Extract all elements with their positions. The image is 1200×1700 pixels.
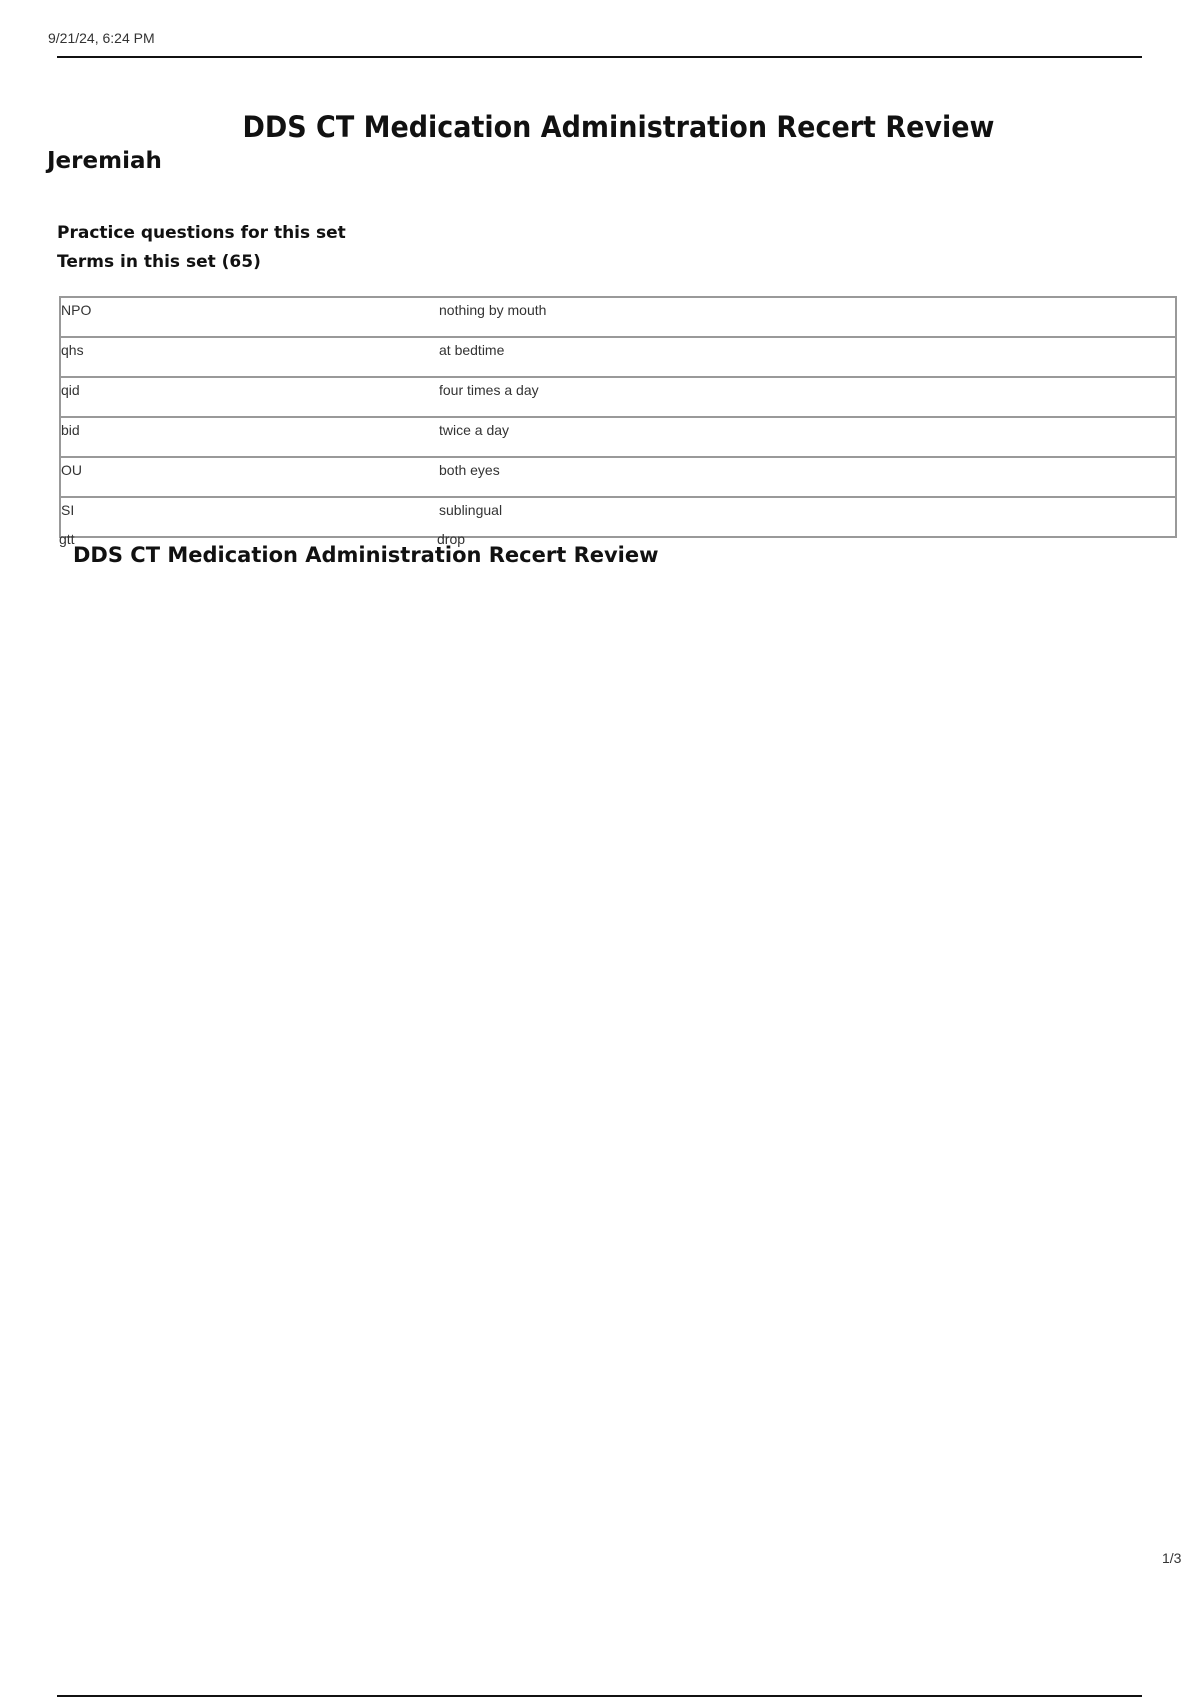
terms-count-heading: Terms in this set (65) xyxy=(57,252,261,272)
table-row xyxy=(60,457,1176,497)
table-row xyxy=(60,497,1176,537)
table-row xyxy=(60,417,1176,457)
table-row xyxy=(60,377,1176,417)
page-title: DDS CT Medication Administration Recert Review xyxy=(242,110,995,144)
table-row xyxy=(60,337,1176,377)
header-rule xyxy=(57,56,1142,58)
table-row xyxy=(60,297,1176,337)
term-cell: gtt xyxy=(59,531,75,547)
terms-table xyxy=(59,296,1177,538)
definition-cell: four times a day xyxy=(439,377,1176,417)
print-timestamp: 9/21/24, 6:24 PM xyxy=(48,30,155,46)
definition-cell: nothing by mouth xyxy=(439,297,1176,337)
term-cell: OU xyxy=(60,457,439,497)
term-cell: bid xyxy=(60,417,439,457)
footer-rule xyxy=(57,1695,1142,1697)
repeat-heading: DDS CT Medication Administration Recert Review xyxy=(73,543,659,567)
definition-cell: drop xyxy=(437,531,466,547)
term-cell: qhs xyxy=(60,337,439,377)
page-number: 1/3 xyxy=(1162,1550,1182,1566)
term-cell: SI xyxy=(60,497,439,537)
term-cell: qid xyxy=(60,377,439,417)
definition-cell: sublingual xyxy=(439,497,1176,537)
definition-cell: at bedtime xyxy=(439,337,1176,377)
term-cell: NPO xyxy=(60,297,439,337)
practice-questions-link[interactable]: Practice questions for this set xyxy=(57,223,346,243)
author-name: Jeremiah xyxy=(47,148,162,174)
definition-cell: both eyes xyxy=(439,457,1176,497)
definition-cell: twice a day xyxy=(439,417,1176,457)
